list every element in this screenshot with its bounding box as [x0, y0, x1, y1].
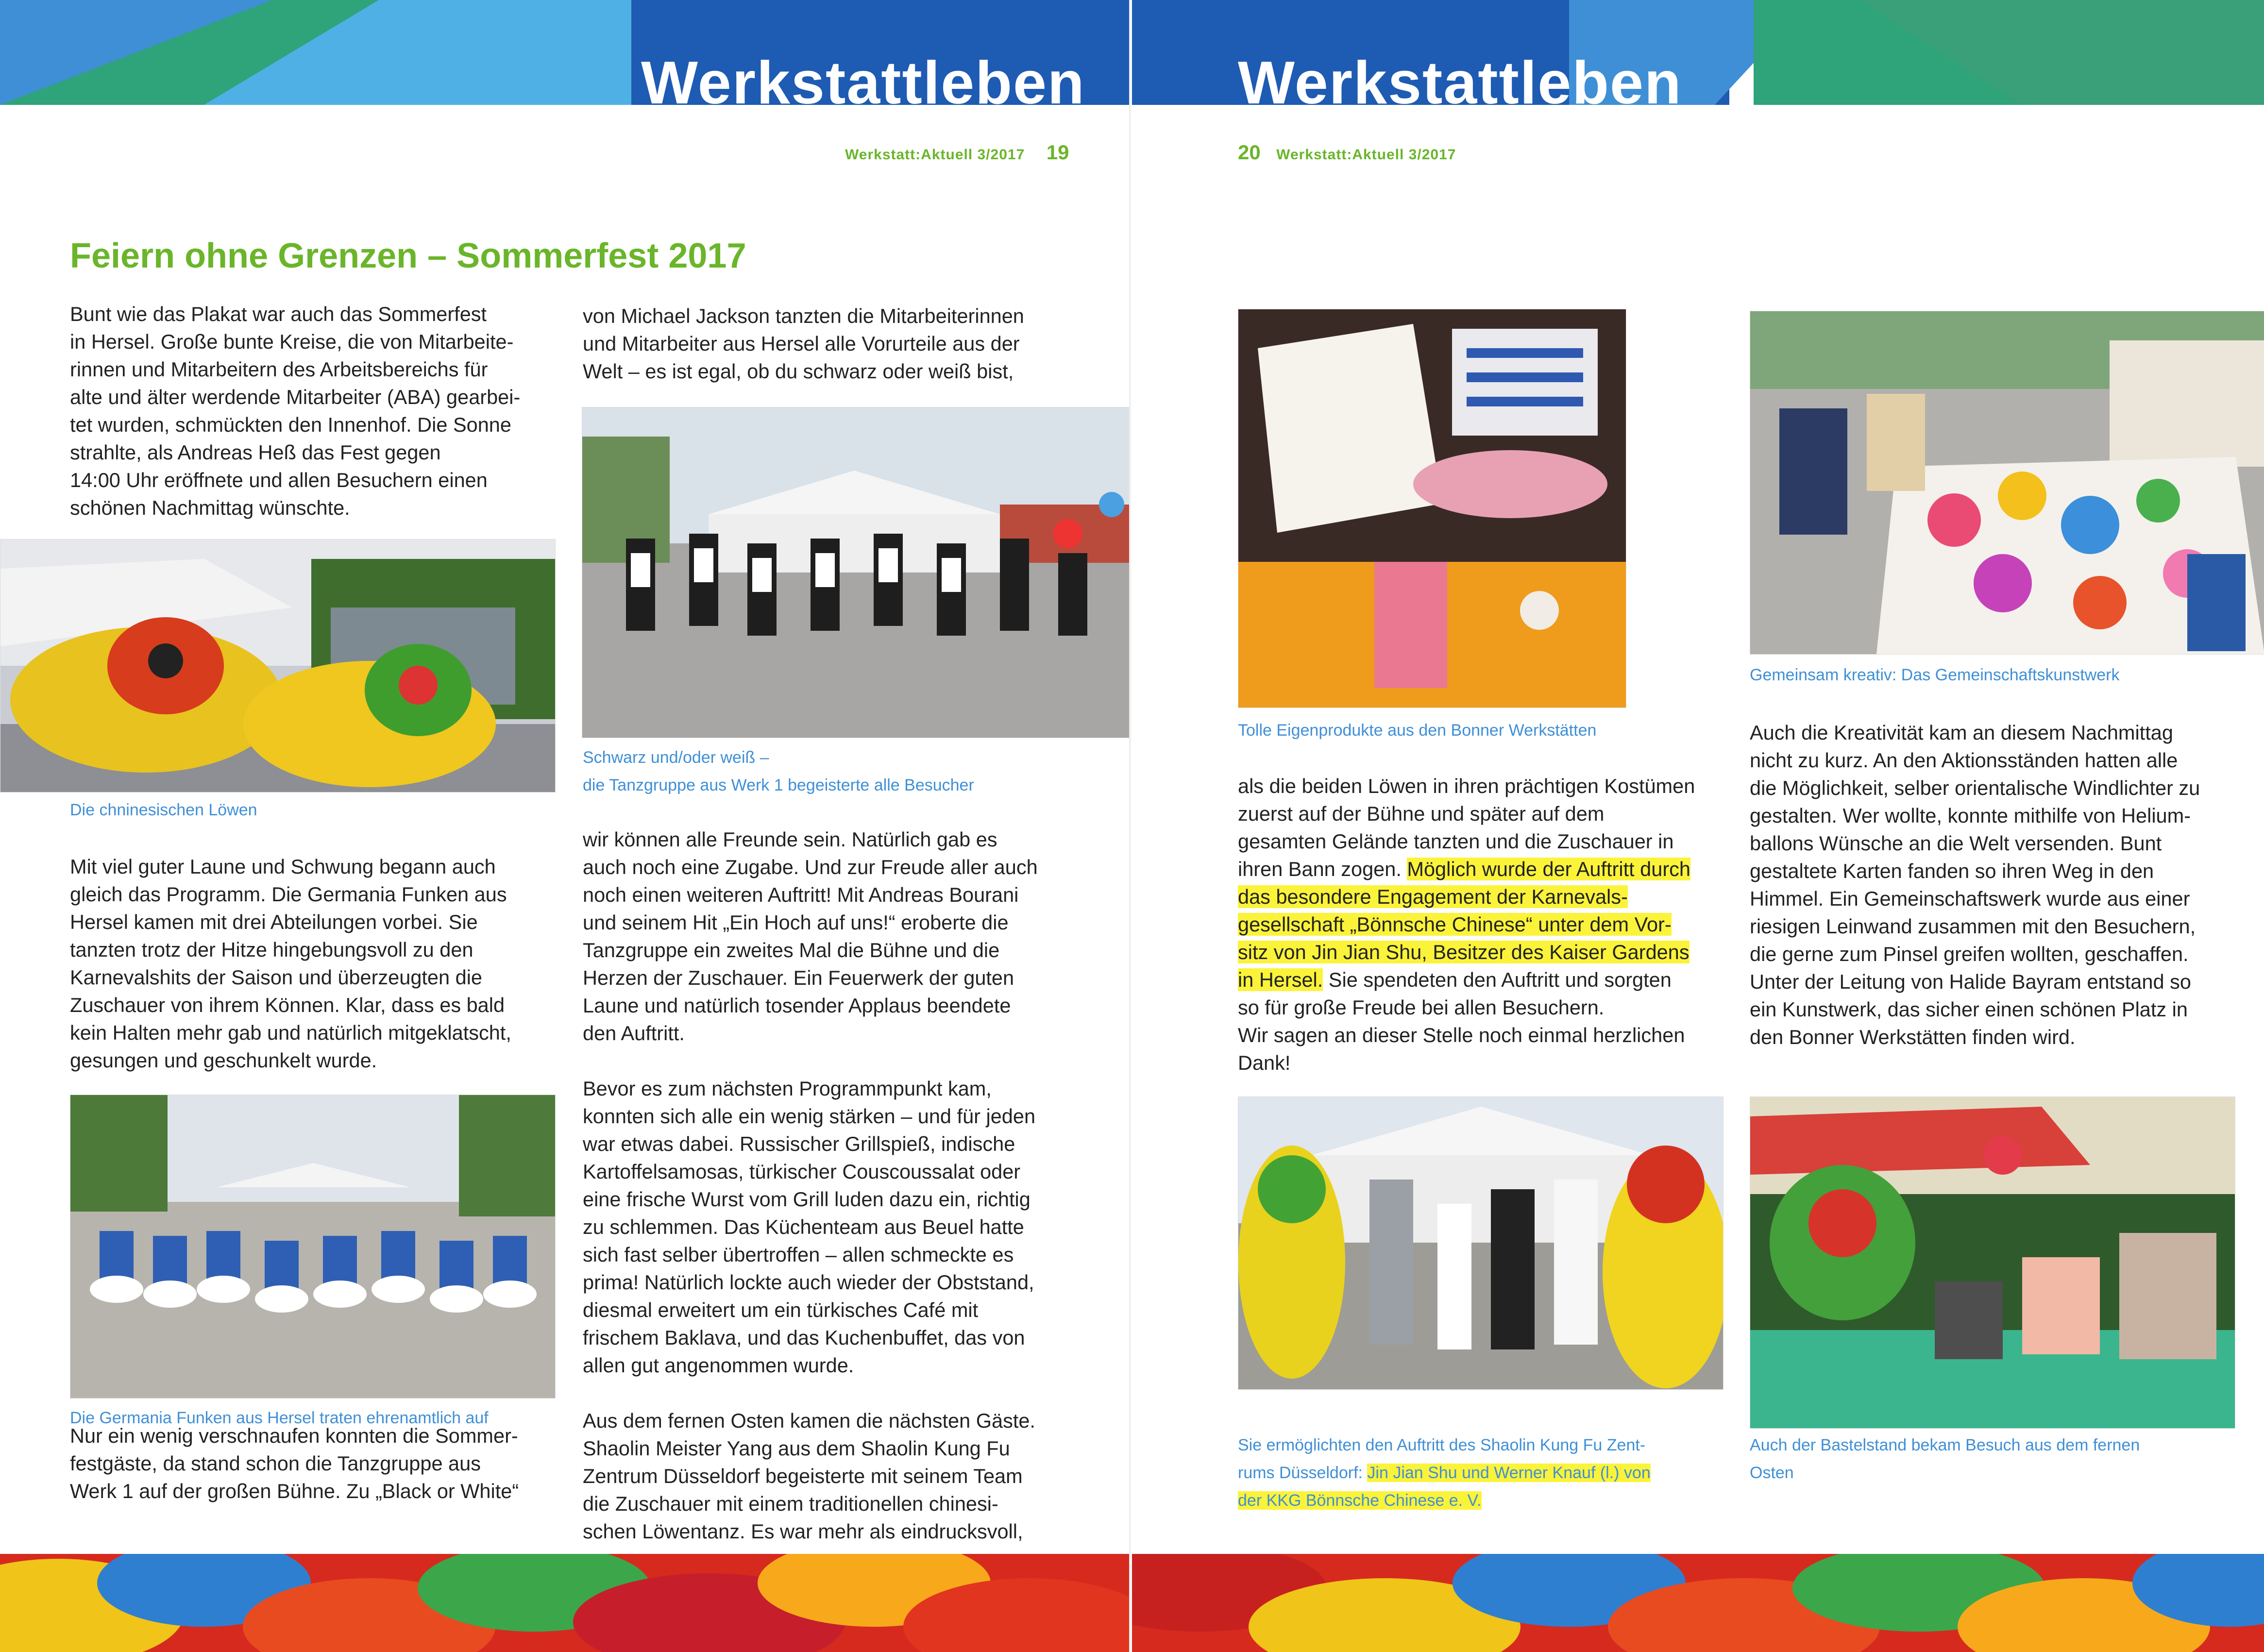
text-run: Sie spendeten den Auftritt und sorgten so für große Freude bei allen Besuchern. Wir sagen an dieser Stelle noch einmal herzlichen Dank!: [1238, 968, 1685, 1074]
paragraph: [1238, 772, 1723, 1077]
text-column-2a: [583, 302, 1068, 385]
text-column-1a: [70, 300, 556, 522]
paragraph: wir können alle Freunde sein. Natürlich gab es auch noch eine Zugabe. Und zur Freude aller auch noch einen weiteren Auftritt! Mit Andreas Bourani und seinem Hit „Ein Hoch auf uns!“ eroberte die Tanzgruppe ein zweites Mal die Bühne und die Herzen der Zuschauer. Ein Feuerwerk der guten Laune und natürlich tosender Applaus beendete den Auftritt.: [583, 828, 1038, 1045]
text-column-1b: [70, 853, 556, 1074]
caption-donors: [1238, 1432, 1651, 1515]
paragraph: Nur ein wenig verschnaufen konnten die Sommer- festgäste, da stand schon die Tanzgruppe aus Werk 1 auf der großen Bühne. Zu „Black or White“: [70, 1424, 519, 1502]
photo-craft-stand: [1750, 1096, 2235, 1429]
paragraph: Bevor es zum nächsten Programmpunkt kam, konnten sich alle ein wenig stärken – und für jeden war etwas dabei. Russischer Grillspieß, indische Kartoffelsamosas, türkischer Couscoussalat oder eine frische Wurst vom Grill luden dazu ein, richtig zu schlemmen. Das Küchenteam aus Beuel hatte sich fast selber übertroffen – allen schmeckte es prima! Natürlich lockte auch wieder der Obststand, diesmal erweitert um ein türkisches Café mit frischem Baklava, und das Kuchenbuffet, das von allen gut angenommen wurde.: [583, 1077, 1036, 1377]
section-title: Werkstattleben: [641, 50, 1085, 117]
section-title: Werkstattleben: [1238, 50, 1682, 117]
folio: [1238, 141, 1456, 164]
caption-germania: Die Germania Funken aus Hersel traten ehrenamtlich auf: [70, 1409, 489, 1427]
text-column-1c: [70, 1422, 556, 1505]
caption-artwork: Gemeinsam kreativ: Das Gemeinschaftskunstwerk: [1750, 666, 2120, 684]
paragraph: Bunt wie das Plakat war auch das Sommerfest in Hersel. Große bunte Kreise, die von Mitarbeite- rinnen und Mitarbeitern des Arbeitsbereichs für alte und älter werdende Mitarbeiter (ABA) gearbei- tet wurden, schmückten den Innenhof. Die Sonne strahlte, als Andreas Heß das Fest gegen 14:00 Uhr eröffnete und allen Besuchern einen schönen Nachmittag wünschte.: [70, 303, 521, 519]
paragraph: von Michael Jackson tanzten die Mitarbeiterinnen und Mitarbeiter aus Hersel alle Vorurteile aus der Welt – es ist egal, ob du schwarz oder weiß bist,: [583, 304, 1024, 383]
photo-products: [1238, 309, 1626, 708]
photo-dance-group: [582, 407, 1132, 738]
photo-community-artwork: [1750, 311, 2264, 655]
text-column-2b: [583, 826, 1068, 1545]
page-number: 19: [1046, 141, 1069, 164]
text-column-4a: [1750, 719, 2255, 1051]
photo-germania-funken: [70, 1095, 556, 1399]
photo-chinese-lions: [0, 539, 556, 792]
article-headline: Feiern ohne Grenzen – Sommerfest 2017: [70, 236, 746, 275]
text-run: als die beiden Löwen in ihren prächtigen Kostümen zuerst auf der Bühne und später auf dem gesamten Gelände tanzten und die Zuschauer in ihren Bann zogen.: [1238, 775, 1695, 880]
footer-paint-band: [1132, 1554, 2264, 1652]
caption-lions: Die chninesischen Löwen: [70, 801, 257, 819]
photo-donors-with-lions: [1238, 1096, 1723, 1390]
paragraph: Aus dem fernen Osten kamen die nächsten Gäste. Shaolin Meister Yang aus dem Shaolin Kung Fu Zentrum Düsseldorf begeisterte mit seinem Team die Zuschauer mit einem traditionellen chinesi- schen Löwentanz. Es war mehr als eindrucksvoll,: [583, 1409, 1035, 1543]
caption-craft-stand: Auch der Bastelstand bekam Besuch aus dem fernen Osten: [1750, 1436, 2140, 1482]
folio-publication: Werkstatt:Aktuell 3/2017: [845, 147, 1025, 163]
folio-publication: Werkstatt:Aktuell 3/2017: [1276, 147, 1456, 163]
footer-paint-band: [0, 1554, 1132, 1652]
page-number: 20: [1238, 141, 1261, 164]
highlighted-text: Jin Jian Shu und Werner Knauf (l.) von der KKG Bönnsche Chinese e. V.: [1238, 1464, 1651, 1510]
caption-products: Tolle Eigenprodukte aus den Bonner Werkstätten: [1238, 721, 1597, 740]
folio: [845, 141, 1069, 164]
caption-text: Sie ermöglichten den Auftritt des Shaolin Kung Fu Zent- rums Düsseldorf:: [1238, 1436, 1646, 1482]
highlighted-text: Möglich wurde der Auftritt durch das besondere Engagement der Karnevals- gesellschaft „Bönnsche Chinese“ unter dem Vor- sitz von Jin Jian Shu, Besitzer des Kaiser Gardens in Hersel.: [1238, 858, 1690, 991]
paragraph: Mit viel guter Laune und Schwung begann auch gleich das Programm. Die Germania Funken aus Hersel kamen mit drei Abteilungen vorbei. Sie tanzten trotz der Hitze hingebungsvoll zu den Karnevalshits der Saison und überzeugten die Zuschauer von ihrem Können. Klar, dass es bald kein Halten mehr gab und natürlich mitgeklatscht, gesungen und geschunkelt wurde.: [70, 855, 511, 1072]
caption-dance-group: Schwarz und/oder weiß – die Tanzgruppe aus Werk 1 begeisterte alle Besucher: [583, 748, 974, 794]
right-page: [1132, 0, 2264, 1652]
text-column-3a: [1238, 772, 1723, 1077]
paragraph: Auch die Kreativität kam an diesem Nachmittag nicht zu kurz. An den Aktionsständen hatten alle die Möglichkeit, selber orientalische Windlichter zu gestalten. Wer wollte, konnte mithilfe von Helium- ballons Wünsche an die Welt versenden. Bunt gestaltete Karten fanden so ihren Weg in den Himmel. Ein Gemeinschaftswerk wurde aus einer riesigen Leinwand zusammen mit den Besuchern, die gerne zum Pinsel greifen wollten, geschaffen. Unter der Leitung von Halide Bayram entstand so ein Kunstwerk, das sicher einen schönen Platz in den Bonner Werkstätten finden wird.: [1750, 721, 2200, 1048]
